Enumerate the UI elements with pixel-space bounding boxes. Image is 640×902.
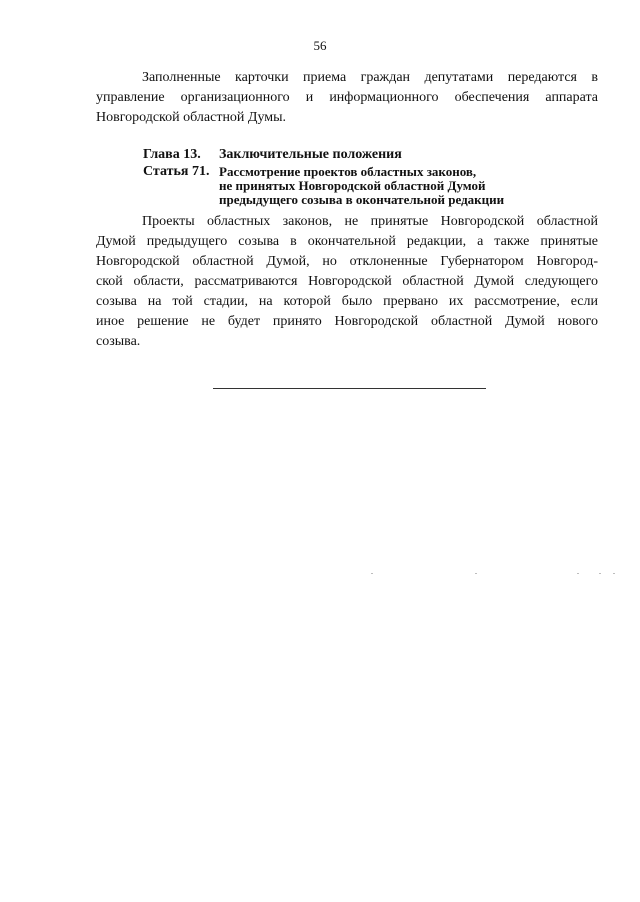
scan-speck — [577, 573, 579, 574]
paragraph-line: Новгородской областной Думы. — [96, 110, 287, 125]
paragraph-line: управление организационного и информационного обеспечения аппарата — [96, 90, 598, 105]
paragraph-line: Проекты областных законов, не принятые Новгородской областной — [142, 214, 598, 229]
end-of-document-rule — [213, 388, 486, 389]
article-title-line: не принятых Новгородской областной Думой — [219, 178, 486, 193]
paragraph-line: Новгородской областной Думой, но отклоненные Губернатором Новгород- — [96, 254, 598, 269]
scan-speck — [599, 573, 601, 574]
chapter-heading — [143, 148, 402, 162]
page-number: 56 — [313, 38, 327, 53]
article-title-line: Рассмотрение проектов областных законов, — [219, 164, 477, 179]
paragraph-card-transfer — [96, 68, 598, 128]
paragraph-line: созыва на той стадии, на которой было прервано их рассмотрение, если — [96, 294, 598, 309]
article-title-line: предыдущего созыва в окончательной редакции — [219, 192, 505, 207]
chapter-number: Глава 13. — [143, 147, 201, 162]
paragraph-line: Заполненные карточки приема граждан депутатами передаются в — [142, 70, 598, 85]
paragraph-article-71 — [96, 212, 598, 352]
article-heading — [143, 165, 219, 179]
chapter-title: Заключительные положения — [219, 147, 402, 162]
scan-speck — [475, 573, 477, 574]
article-title — [219, 165, 504, 207]
paragraph-line: Думой предыдущего созыва в окончательной редакции, а также принятые — [96, 234, 598, 249]
paragraph-line: созыва. — [96, 334, 141, 349]
paragraph-line: ской области, рассматриваются Новгородской областной Думой следующего — [96, 274, 598, 289]
scan-speck — [371, 573, 373, 574]
paragraph-line: иное решение не будет принято Новгородской областной Думой нового — [96, 314, 598, 329]
article-number: Статья 71. — [143, 164, 210, 179]
scan-speck — [613, 573, 615, 574]
